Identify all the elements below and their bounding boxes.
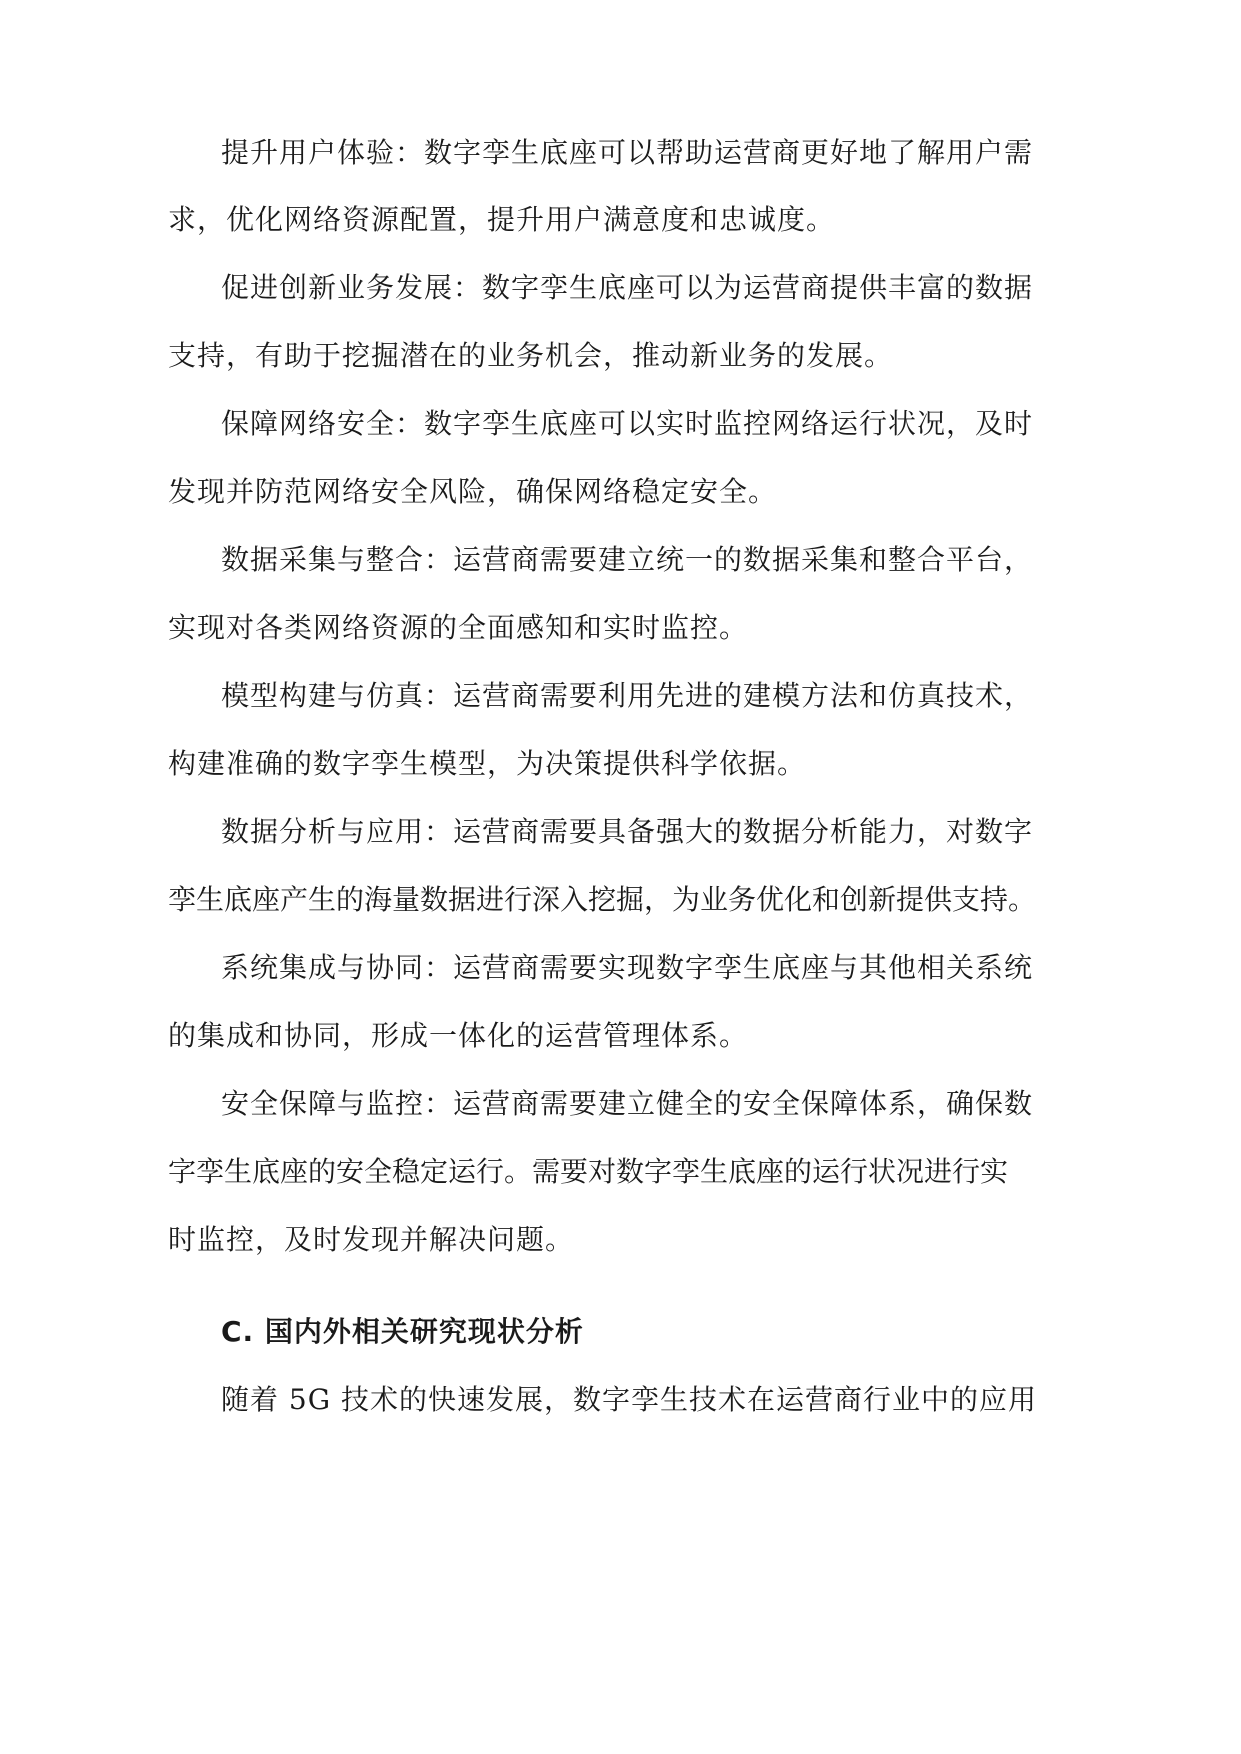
paragraph-line: 的集成和协同，形成一体化的运营管理体系。	[168, 1019, 749, 1052]
paragraph-line: 发现并防范网络安全风险，确保网络稳定安全。	[168, 475, 778, 508]
paragraph-line: 数据采集与整合：运营商需要建立统一的数据采集和整合平台，	[221, 543, 1034, 576]
paragraph-line: 孪生底座产生的海量数据进行深入挖掘，为业务优化和创新提供支持。	[168, 883, 1037, 916]
paragraph-line: 模型构建与仿真：运营商需要利用先进的建模方法和仿真技术，	[221, 679, 1034, 712]
paragraph-line: 安全保障与监控：运营商需要建立健全的安全保障体系，确保数	[221, 1087, 1034, 1120]
paragraph-line: 实现对各类网络资源的全面感知和实时监控。	[168, 611, 749, 644]
paragraph-line: 支持，有助于挖掘潜在的业务机会，推动新业务的发展。	[168, 339, 894, 372]
paragraph-line: 时监控，及时发现并解决问题。	[168, 1223, 575, 1256]
paragraph-line: 系统集成与协同：运营商需要实现数字孪生底座与其他相关系统	[221, 951, 1034, 984]
paragraph-line: 字孪生底座的安全稳定运行。需要对数字孪生底座的运行状况进行实	[168, 1155, 1009, 1188]
paragraph-line: 促进创新业务发展：数字孪生底座可以为运营商提供丰富的数据	[221, 271, 1034, 304]
paragraph-line: 随着 5G 技术的快速发展，数字孪生技术在运营商行业中的应用	[221, 1383, 1037, 1416]
paragraph-line: 保障网络安全：数字孪生底座可以实时监控网络运行状况，及时	[221, 407, 1034, 440]
section-heading: C. 国内外相关研究现状分析	[221, 1315, 584, 1348]
paragraph-line: 构建准确的数字孪生模型，为决策提供科学依据。	[168, 747, 807, 780]
paragraph-line: 求，优化网络资源配置，提升用户满意度和忠诚度。	[168, 203, 836, 236]
paragraph-line: 数据分析与应用：运营商需要具备强大的数据分析能力，对数字	[221, 815, 1034, 848]
paragraph-line: 提升用户体验：数字孪生底座可以帮助运营商更好地了解用户需	[221, 136, 1034, 169]
